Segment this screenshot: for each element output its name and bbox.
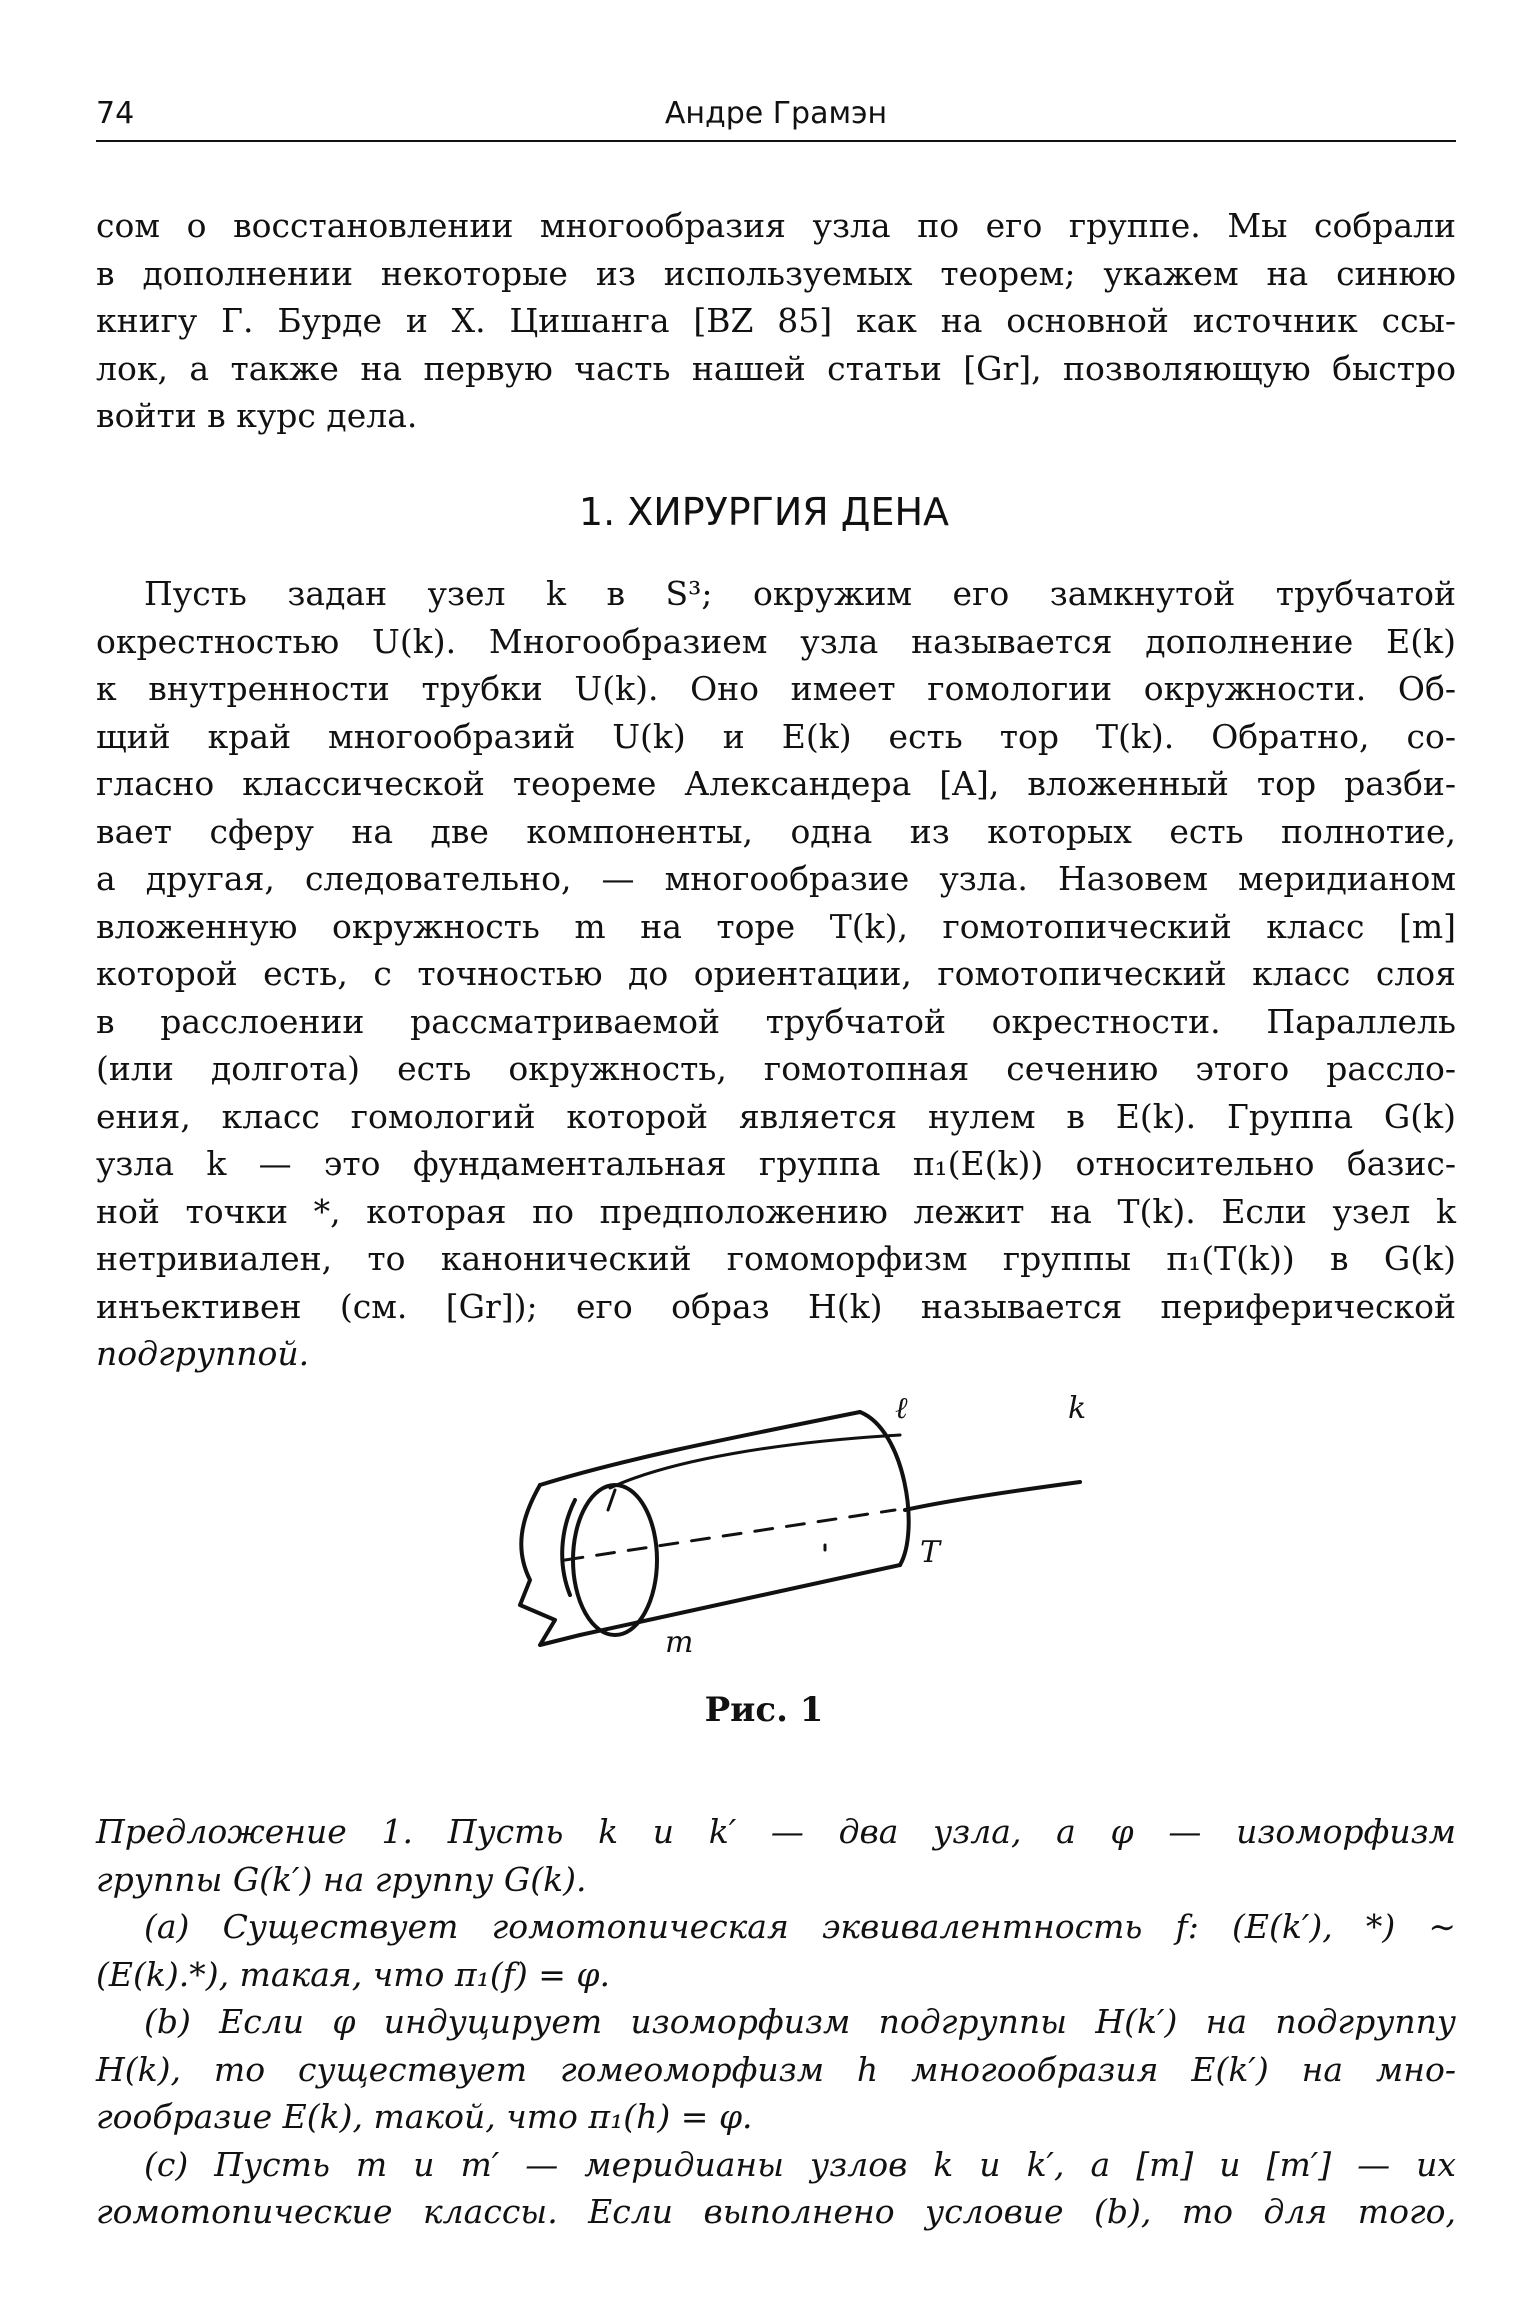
longitude-curve (610, 1435, 900, 1488)
meridian-circle (573, 1485, 657, 1635)
section-title: 1. ХИРУРГИЯ ДЕНА (578, 490, 950, 534)
tube-bottom-edge (580, 1565, 900, 1635)
text-line: сом о восстановлении многообразия узла по его группе. Мы собрали (96, 206, 1456, 245)
text-line: книгу Г. Бурде и Х. Цишанга [BZ 85] как на основной источник ссы- (96, 301, 1456, 340)
text-line: (a) Существует гомотопическая эквивалентность f: (E(k′), *) ∼ (144, 1907, 1456, 1946)
text-line: группы G(k′) на группу G(k). (96, 1859, 587, 1899)
text-line: в дополнении некоторые из используемых теорем; укажем на синюю (96, 253, 1456, 293)
text-line: войти в курс дела. (96, 396, 418, 435)
text-line: вложенную окружность m на торе T(k), гомотопический класс [m] (96, 906, 1456, 946)
text-line: Предложение 1. Пусть k и k′ — два узла, а φ — изоморфизм (96, 1812, 1456, 1851)
text-line: в расслоении рассматриваемой трубчатой окрестности. Параллель (96, 1001, 1456, 1041)
text-line: окрестностью U(k). Многообразием узла называется дополнение E(k) (96, 621, 1456, 661)
text-line: к внутренности трубки U(k). Оно имеет гомологии окружности. Об- (96, 669, 1456, 708)
text-line: вает сферу на две компоненты, одна из которых есть полнотие, (96, 811, 1456, 851)
text-line: а другая, следовательно, — многообразие узла. Назовем меридианом (96, 859, 1456, 898)
knot-core-dashed (565, 1510, 895, 1560)
section-paragraph (96, 570, 1456, 1378)
label-l: ℓ (895, 1391, 908, 1426)
text-line: гомотопические классы. Если выполнено условие (b), то для того, (96, 2192, 1456, 2231)
text-line: инъективен (см. [Gr]); его образ H(k) называется периферической (96, 1286, 1456, 1326)
mark-stroke (608, 1490, 615, 1510)
text-line: Пусть задан узел k в S³; окружим его замкнутой трубчатой (144, 574, 1456, 613)
text-line: (c) Пусть m и m′ — меридианы узлов k и k′, а [m] и [m′] — их (144, 2144, 1456, 2184)
text-line: H(k), то существует гомеоморфизм h многообразия E(k′) на мно- (96, 2049, 1456, 2089)
running-title: Андре Грамэн (664, 96, 888, 131)
text-line: гообразие E(k), такой, что π₁(h) = φ. (96, 2097, 753, 2136)
text-line: которой есть, с точностью до ориентации, гомотопический класс слоя (96, 954, 1456, 993)
text-line: щий край многообразий U(k) и E(k) есть тор T(k). Обратно, со- (96, 716, 1456, 756)
text-line: гласно классической теореме Александера [A], вложенный тор разби- (96, 764, 1456, 803)
text-line: (E(k).*), такая, что π₁(f) = φ. (96, 1954, 611, 1994)
text-line: ения, класс гомологий которой является нулем в E(k). Группа G(k) (96, 1096, 1456, 1136)
text-line: подгруппой. (96, 1334, 310, 1373)
text-line: узла k — это фундаментальная группа π₁(E(k)) относительно базис- (96, 1144, 1456, 1183)
text-line: (или долгота) есть окружность, гомотопная сечению этого рассло- (96, 1049, 1456, 1088)
text-line: ной точки *, которая по предположению лежит на T(k). Если узел k (96, 1191, 1456, 1231)
knot-outer-line (905, 1482, 1080, 1510)
label-m: m (665, 1625, 694, 1660)
page-number: 74 (96, 96, 135, 131)
page-header (96, 96, 1456, 142)
text-line: (b) Если φ индуцирует изоморфизм подгруппы H(k′) на подгруппу (144, 2002, 1456, 2041)
text-line: лок, а также на первую часть нашей статьи [Gr], позволяющую быстро (96, 348, 1456, 388)
proposition-paragraph (96, 1808, 1456, 2236)
label-k: k (1068, 1391, 1087, 1426)
tube-figure (500, 1390, 1120, 1660)
text-line: нетривиален, то канонический гомоморфизм группы π₁(T(k)) в G(k) (96, 1239, 1456, 1278)
label-T: T (920, 1535, 941, 1570)
figure-caption: Рис. 1 (704, 1690, 824, 1730)
intro-paragraph (96, 202, 1456, 440)
tube-top-edge (540, 1412, 860, 1485)
